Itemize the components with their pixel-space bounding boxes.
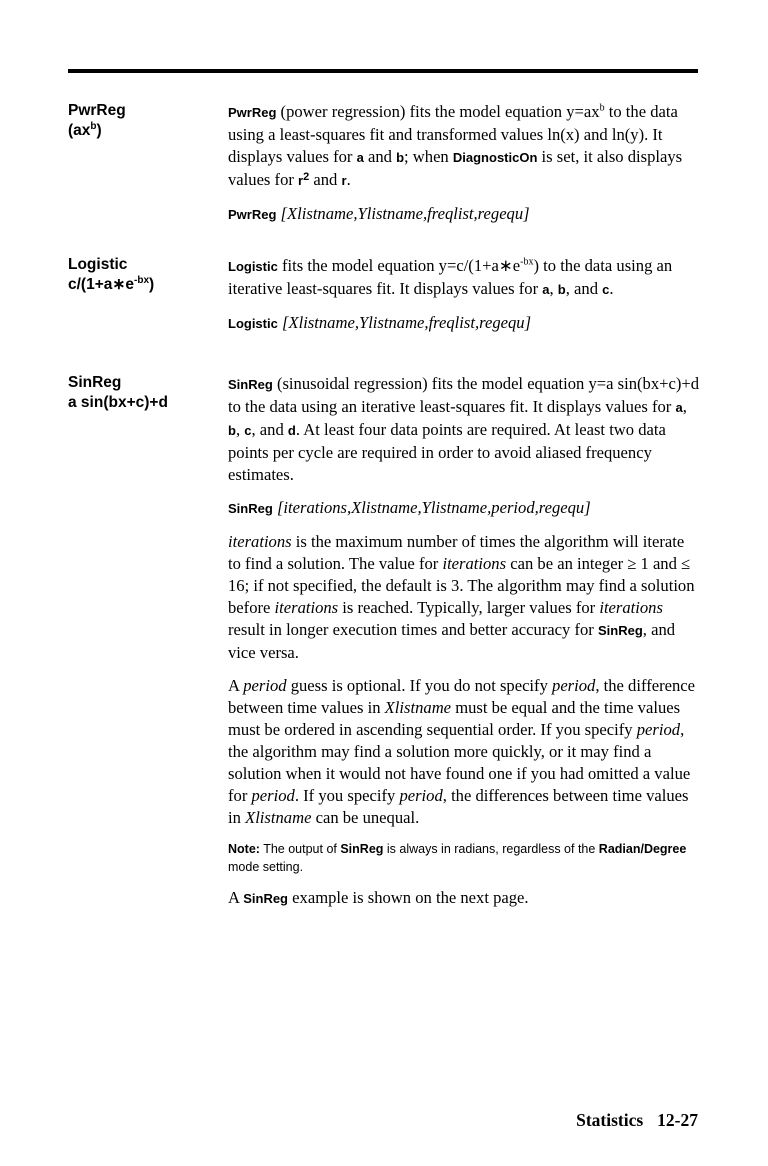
text: . At least four data points are required. At least two data points per cycle are required in order to avoid aliased frequency estimates. (228, 420, 666, 484)
text: can be an integer ≥ 1 and ≤ 16; if not specified, the default is 3. The algorithm may find a solution before (228, 554, 695, 617)
kw-pwrreg: PwrReg (228, 105, 277, 120)
logistic-paragraph (228, 255, 700, 301)
kw-sinreg: SinReg (340, 842, 384, 856)
kw-a: a (675, 400, 683, 415)
text: to the data using a least-squares fit and transformed values ln(x) and ln(y). It displays values for (228, 102, 678, 166)
kw-radian-degree: Radian/Degree (598, 842, 687, 856)
italic-term: period (251, 786, 295, 805)
text: , and vice versa. (228, 620, 676, 662)
term-pwrreg-eq-post: ) (96, 122, 102, 139)
text: , the algorithm may find a solution more quickly, or it may find a solution when it would not have found one if you had omitted a value for (228, 720, 691, 805)
kw-sinreg: SinReg (597, 623, 643, 638)
kw-logistic: Logistic (228, 316, 278, 331)
kw-c: c (244, 423, 252, 438)
text: is reached. Typically, larger values for (338, 598, 600, 617)
text: , the difference between time values in (228, 676, 696, 717)
italic-term: period (243, 676, 287, 695)
text: A (228, 676, 244, 695)
kw-logistic: Logistic (228, 259, 278, 274)
text: example is shown on the next page. (288, 888, 529, 907)
term-pwrreg-name: PwrReg (68, 102, 126, 119)
kw-c: c (602, 282, 610, 297)
text: is the maximum number of times the algorithm will iterate to find a solution. The value for (228, 532, 685, 573)
term-logistic-eq-post: ) (149, 276, 155, 293)
text: and (309, 170, 342, 189)
text: must be equal and the time values must be ordered in ascending sequential order. If you specify (228, 698, 681, 739)
text: , and (251, 420, 288, 439)
term-logistic-eq-pre: c/(1+a∗e (68, 276, 134, 293)
text: and (363, 147, 397, 166)
sinreg-description (228, 373, 700, 921)
example-paragraph (228, 887, 700, 910)
text: . (609, 279, 614, 298)
logistic-description (228, 255, 700, 335)
kw-d: d (287, 423, 296, 438)
superscript: b (599, 102, 605, 114)
kw-sinreg: SinReg (243, 891, 289, 906)
italic-term: Xlistname (384, 698, 452, 717)
pwrreg-description (228, 101, 700, 226)
term-sinreg-equation: a sin(bx+c)+d (68, 394, 168, 411)
kw-a: a (542, 282, 550, 297)
page-footer (576, 1110, 698, 1131)
kw-a: a (356, 150, 364, 165)
italic-term: iterations (442, 554, 507, 573)
text: is always in radians, regardless of the (383, 842, 599, 856)
text: ; when (404, 147, 453, 166)
term-logistic-eq-sup: -bx (134, 274, 149, 286)
text: (power regression) fits the model equation y=ax (276, 102, 600, 121)
text: . If you specify (294, 786, 400, 805)
term-logistic (68, 255, 218, 295)
italic-term: period (399, 786, 443, 805)
text: can be unequal. (311, 808, 420, 827)
kw-r: r (298, 173, 304, 188)
kw-r: r (341, 173, 347, 188)
term-sinreg-name: SinReg (68, 374, 122, 391)
note (228, 840, 700, 876)
text: is set, it also displays values for (228, 147, 683, 189)
text: fits the model equation y=c/(1+a∗e (277, 256, 521, 275)
kw-pwrreg: PwrReg (228, 207, 277, 222)
term-pwrreg-eq-pre: (ax (68, 122, 91, 139)
iterations-paragraph (228, 531, 700, 664)
term-logistic-name: Logistic (68, 256, 128, 273)
text: . (346, 170, 351, 189)
italic-term: period (636, 720, 681, 739)
footer-page-number: 12-27 (657, 1110, 698, 1130)
footer-section: Statistics (576, 1110, 644, 1130)
text: A (228, 888, 244, 907)
text: , (549, 279, 558, 298)
term-logistic-equation (68, 275, 218, 295)
text: mode setting. (228, 860, 304, 874)
term-pwrreg (68, 101, 218, 141)
period-paragraph (228, 675, 700, 829)
superscript: -bx (520, 256, 534, 268)
italic-term: iterations (274, 598, 339, 617)
kw-diagnosticon: DiagnosticOn (452, 150, 538, 165)
text: , the differences between time values in (228, 786, 689, 827)
syntax-args: [iterations,Xlistname,Ylistname,period,regequ] (272, 498, 591, 517)
syntax-args: [Xlistname,Ylistname,freqlist,regequ] (277, 313, 532, 332)
kw-b: b (396, 150, 405, 165)
text: ) to the data using an iterative least-squares fit. It displays values for (228, 256, 673, 298)
note-label: Note: (228, 842, 260, 856)
italic-term: iterations (228, 532, 292, 551)
text: The output of (259, 842, 341, 856)
text: , (235, 420, 245, 439)
text: result in longer execution times and better accuracy for (228, 620, 598, 639)
kw-b: b (228, 423, 236, 438)
italic-term: period (552, 676, 596, 695)
pwrreg-paragraph (228, 101, 700, 192)
header-rule (68, 69, 698, 73)
text: , (682, 397, 687, 416)
kw-sinreg: SinReg (228, 377, 273, 392)
kw-b: b (557, 282, 566, 297)
kw-sinreg: SinReg (228, 501, 273, 516)
pwrreg-syntax (228, 203, 700, 226)
italic-term: Xlistname (245, 808, 312, 827)
sinreg-paragraph (228, 373, 700, 486)
logistic-syntax (228, 312, 700, 335)
term-pwrreg-eq-sup: b (90, 120, 97, 132)
superscript: 2 (303, 171, 310, 183)
term-pwrreg-equation (68, 121, 218, 141)
text: (sinusoidal regression) fits the model equation y=a sin(bx+c)+d to the data using an iterative least-squares fit. It displays values for (228, 374, 700, 416)
sinreg-syntax (228, 497, 700, 520)
text: guess is optional. If you do not specify (286, 676, 553, 695)
term-sinreg (68, 373, 218, 413)
text: , and (565, 279, 603, 298)
italic-term: iterations (599, 598, 663, 617)
syntax-args: [Xlistname,Ylistname,freqlist,regequ] (276, 204, 530, 223)
